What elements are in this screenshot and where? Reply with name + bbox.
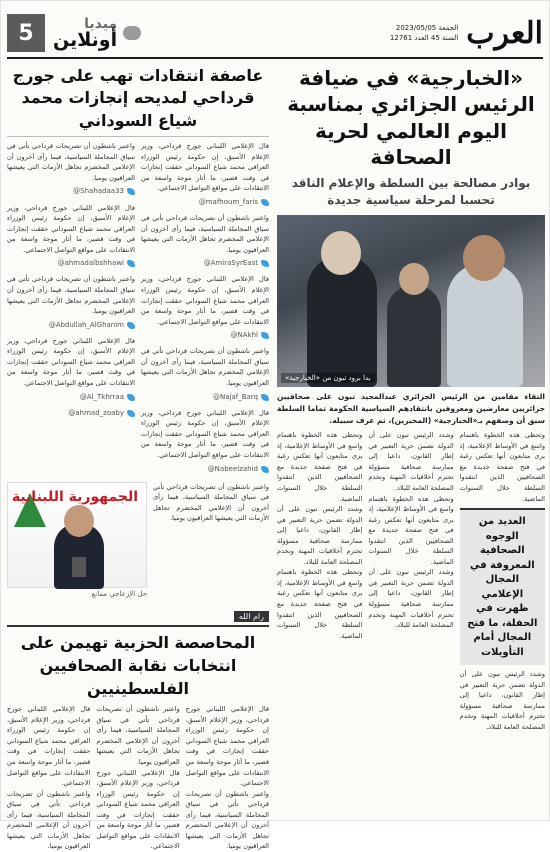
- tweet-handle[interactable]: @Shahadaa33: [7, 186, 135, 197]
- body-column: [7, 141, 135, 480]
- right-story-lead: التقاء مقامين من الرئيس الجزائري عبدالمجيد تبون على صحافيين جزائريين معارضين ومعروفين بانتقادهم السياسية الحكومة تماما السلطة سبق أن وصفهم بـ«الخبارجية» (المخبرين)، ثم عرف سبيله.: [277, 392, 545, 425]
- tweet-handle[interactable]: @ahmad_zoaby: [7, 408, 135, 419]
- left-story-photo: [7, 482, 147, 588]
- twitter-icon: [261, 260, 269, 267]
- body-text: وتحظى هذه الخطوة باهتمام واسع في الأوساط الإعلامية، إذ يرى متابعون أنها تعكس رغبة في فتح صفحة جديدة مع الصحافيين الذين انتقدوا السلطة خلال السنوات الماضية.: [277, 431, 363, 503]
- twitter-icon: [127, 410, 135, 417]
- right-story: [277, 65, 545, 732]
- tweet-handle[interactable]: @Abdullah_AlGhanim: [7, 320, 135, 331]
- left-story-body: [7, 141, 269, 480]
- photo-figure: [387, 285, 441, 387]
- issue-info: [390, 23, 458, 44]
- twitter-icon: [261, 199, 269, 206]
- body-text: قال الإعلامي اللبناني جورج قرداحي، وزير الإعلام الأسبق، إن حكومة رئيس الوزراء العراقي محمد شياع السوداني حققت إنجازات في وقت قصير، ما أثار موجة واسعة من الانتقادات على مواقع التواصل الاجتماعي.: [7, 705, 91, 788]
- twitter-icon: [127, 260, 135, 267]
- body-text: وشدد الرئيس تبون على أن الدولة تضمن حرية التعبير في إطار القانون، داعيا إلى ممارسة صحافية مسؤولة تحترم أخلاقيات المهنة وتخدم المصلحة العامة للبلاد.: [368, 568, 454, 630]
- page-number: 5: [7, 14, 45, 52]
- body-text: قال الإعلامي اللبناني جورج قرداحي، وزير الإعلام الأسبق، إن حكومة رئيس الوزراء العراقي محمد شياع السوداني حققت إنجازات في وقت قصير، ما أثار موجة واسعة من الانتقادات على مواقع التواصل الاجتماعي.: [96, 768, 180, 851]
- newspaper-logo: العرب: [466, 15, 543, 51]
- body-text: واعتبر ناشطون أن تصريحات قرداحي تأتي في سياق المجاملة السياسية، فيما رأى آخرون أن الإعلامي المخضرم تجاهل الأزمات التي يعيشها العراقيون يوميا.: [141, 347, 269, 388]
- tweet-handle[interactable]: @Al_Tkhrraa: [7, 392, 135, 403]
- tweet-handle[interactable]: @ahmadalbshhawi: [7, 258, 135, 269]
- body-column: [96, 704, 179, 852]
- tweet-handle[interactable]: @NAkhl: [141, 330, 269, 341]
- photo-caption: بدا برود تبون من «الخبارجية»: [281, 373, 375, 383]
- body-text: واعتبر ناشطون أن تصريحات قرداحي تأتي في سياق المجاملة السياسية، فيما رأى آخرون أن الإعلامي المخضرم تجاهل الأزمات التي يعيشها العراقيون يوميا.: [96, 705, 180, 766]
- left-photo-wrap: [7, 482, 147, 598]
- section-title-bottom: أونلاين: [53, 28, 118, 51]
- body-column: [368, 430, 453, 732]
- section-title-top: ميديا: [84, 15, 118, 32]
- body-text: وتحظى هذه الخطوة باهتمام واسع في الأوساط الإعلامية، إذ يرى متابعون أنها تعكس رغبة في فتح صفحة جديدة مع الصحافيين الذين انتقدوا السلطة خلال السنوات الماضية.: [368, 494, 454, 566]
- right-story-headline[interactable]: «الخبارجية» في ضيافة الرئيس الجزائري بمناسبة اليوم العالمي لحرية الصحافة: [287, 66, 535, 170]
- tweet-handle[interactable]: @Najaf_Barq: [141, 392, 269, 403]
- right-story-body: [277, 430, 545, 732]
- body-column: [460, 430, 545, 732]
- body-text: قال الإعلامي اللبناني جورج قرداحي، وزير الإعلام الأسبق، إن حكومة رئيس الوزراء العراقي محمد شياع السوداني حققت إنجازات في وقت قصير، ما أثار موجة واسعة من الانتقادات على مواقع التواصل الاجتماعي.: [7, 336, 135, 388]
- body-text: قال الإعلامي اللبناني جورج قرداحي، وزير الإعلام الأسبق، إن حكومة رئيس الوزراء العراقي محمد شياع السوداني حققت إنجازات في وقت قصير، ما أثار موجة واسعة من الانتقادات على مواقع التواصل الاجتماعي.: [141, 275, 269, 326]
- twitter-icon: [261, 466, 269, 473]
- photo-backdrop-text: الجمهورية اللبنانية: [11, 488, 138, 505]
- photo-figure: [307, 255, 377, 387]
- body-column: [141, 141, 269, 480]
- issue-date: الجمعة 2023/05/05: [395, 23, 459, 32]
- body-text: وشدد الرئيس تبون على أن الدولة تضمن حرية التعبير في إطار القانون، داعيا إلى ممارسة صحافية مسؤولة تحترم أخلاقيات المهنة وتخدم المصلحة العامة للبلاد.: [277, 505, 363, 566]
- microphone-icon: [72, 557, 86, 577]
- photo-figure-head: [463, 235, 505, 281]
- body-text: واعتبر ناشطون أن تصريحات قرداحي تأتي في سياق المجاملة السياسية، فيما رأى آخرون أن الإعلامي المخضرم تجاهل الأزمات التي يعيشها العراقيون يوميا.: [185, 789, 269, 851]
- twitter-icon: [127, 188, 135, 195]
- body-text: واعتبر ناشطون أن تصريحات قرداحي تأتي في سياق المجاملة السياسية، فيما رأى آخرون أن الإعلامي المخضرم تجاهل الأزمات التي يعيشها العراقيون يوميا.: [153, 482, 269, 523]
- body-column: [7, 704, 90, 852]
- body-text: قال الإعلامي اللبناني جورج قرداحي، وزير الإعلام الأسبق، إن حكومة رئيس الوزراء العراقي محمد شياع السوداني حققت إنجازات في وقت قصير، ما أثار موجة واسعة من الانتقادات على مواقع التواصل الاجتماعي.: [185, 705, 269, 788]
- speech-bubble-icon: [123, 26, 141, 40]
- body-text: وشدد الرئيس تبون على أن الدولة تضمن حرية التعبير في إطار القانون، داعيا إلى ممارسة صحافية مسؤولة تحترم أخلاقيات المهنة وتخدم المصلحة العامة للبلاد.: [368, 431, 454, 492]
- photo-figure-head: [64, 505, 94, 537]
- body-text: واعتبر ناشطون أن تصريحات قرداحي تأتي في سياق المجاملة السياسية، فيما رأى آخرون أن الإعلامي المخضرم تجاهل الأزمات التي يعيشها العراقيون يوميا.: [7, 789, 91, 851]
- body-column: [153, 482, 269, 598]
- tweet-handle[interactable]: @AmiraSyrEast: [141, 258, 269, 269]
- right-story-photo: [277, 215, 545, 387]
- body-text: وشدد الرئيس تبون على أن الدولة تضمن حرية التعبير في إطار القانون، داعيا إلى ممارسة صحافية مسؤولة تحترم أخلاقيات المهنة وتخدم المصلحة العامة للبلاد.: [459, 670, 545, 731]
- twitter-icon: [261, 332, 269, 339]
- body-text: واعتبر ناشطون أن تصريحات قرداحي تأتي في سياق المجاملة السياسية، فيما رأى آخرون أن الإعلامي المخضرم تجاهل الأزمات التي يعيشها العراقيون يوميا.: [7, 275, 135, 316]
- left-photo-row: [7, 482, 269, 598]
- photo-figure: [447, 263, 523, 387]
- left-story: [7, 65, 269, 852]
- left-photo-caption: حل الإزعاجي ممانع: [91, 589, 147, 598]
- body-text: واعتبر ناشطون أن تصريحات قرداحي تأتي في سياق المجاملة السياسية، فيما رأى آخرون أن الإعلامي المخضرم تجاهل الأزمات التي يعيشها العراقيون يوميا.: [7, 142, 135, 182]
- body-text: قال الإعلامي اللبناني جورج قرداحي، وزير الإعلام الأسبق، إن حكومة رئيس الوزراء العراقي محمد شياع السوداني حققت إنجازات في وقت قصير، ما أثار موجة واسعة من الانتقادات على مواقع التواصل الاجتماعي.: [7, 203, 135, 254]
- masthead: [7, 9, 543, 59]
- body-text: قال الإعلامي اللبناني جورج قرداحي، وزير الإعلام الأسبق، إن حكومة رئيس الوزراء العراقي محمد شياع السوداني حققت إنجازات في وقت قصير، ما أثار موجة واسعة من الانتقادات على مواقع التواصل الاجتماعي.: [141, 142, 269, 193]
- right-story-subhead: بوادر مصالحة بين السلطة والإعلام الناقد تحسبا لمرحلة سياسية جديدة: [291, 175, 531, 207]
- tweet-handle[interactable]: @mafhoum_faris: [141, 197, 269, 208]
- twitter-icon: [127, 322, 135, 329]
- pull-quote: العديد من الوجوه الصحافية المعروفة في المجال الإعلامي ظهرت في الحفلة، ما فتح المجال أمام التأويلات: [460, 508, 545, 665]
- body-column: [277, 430, 362, 732]
- tweet-handle[interactable]: @Nabeelzahid: [141, 464, 269, 475]
- bottom-story-body: [7, 704, 269, 852]
- bottom-story-kicker: رام الله: [234, 611, 269, 622]
- twitter-icon: [261, 394, 269, 401]
- body-text: وتحظى هذه الخطوة باهتمام واسع في الأوساط الإعلامية، إذ يرى متابعون أنها تعكس رغبة في فتح صفحة جديدة مع الصحافيين الذين انتقدوا السلطة خلال السنوات الماضية.: [459, 431, 545, 503]
- body-text: وتحظى هذه الخطوة باهتمام واسع في الأوساط الإعلامية، إذ يرى متابعون أنها تعكس رغبة في فتح صفحة جديدة مع الصحافيين الذين انتقدوا السلطة خلال السنوات الماضية.: [277, 568, 363, 640]
- left-story-headline[interactable]: عاصفة انتقادات تهب على جورج قرداحي لمديحه إنجازات محمد شياع السوداني: [7, 65, 269, 137]
- bottom-story: [7, 604, 269, 852]
- body-column: [186, 704, 269, 852]
- bottom-story-headline[interactable]: المحاصصة الحزبية تهيمن على انتخابات نقابة الصحافيين الفلسطينيين: [7, 625, 269, 701]
- issue-number: السنة 45 العدد 12761: [389, 34, 459, 42]
- body-text: واعتبر ناشطون أن تصريحات قرداحي تأتي في سياق المجاملة السياسية، فيما رأى آخرون أن الإعلامي المخضرم تجاهل الأزمات التي يعيشها العراقيون يوميا.: [141, 214, 269, 254]
- section-title: [53, 17, 117, 50]
- body-text: قال الإعلامي اللبناني جورج قرداحي، وزير الإعلام الأسبق، إن حكومة رئيس الوزراء العراقي محمد شياع السوداني حققت إنجازات في وقت قصير، ما أثار موجة واسعة من الانتقادات على مواقع التواصل الاجتماعي.: [141, 408, 269, 459]
- twitter-icon: [127, 394, 135, 401]
